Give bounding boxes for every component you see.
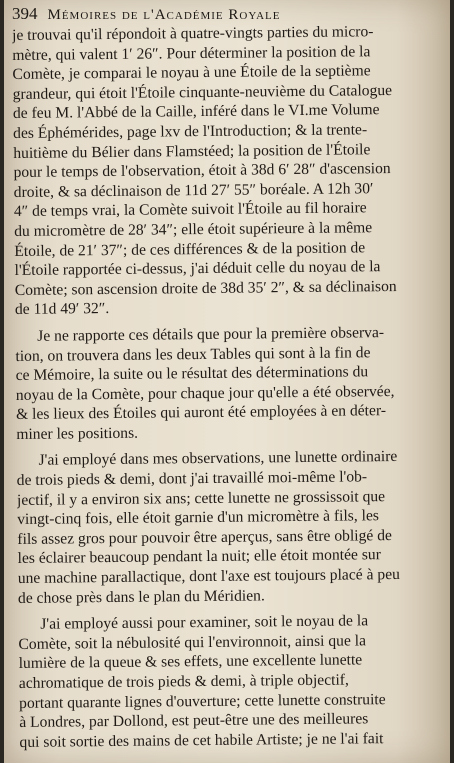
text-line: de trois pieds & demi, dont j'ai travaillé moi-même l'ob- — [16, 468, 368, 490]
text-line: à Londres, par Dollond, est peut-être une des meilleures — [19, 710, 369, 732]
text-line: des Éphémérides, page lxv de l'Introduction; & la trente- — [13, 121, 368, 142]
text-line: portant quarante lignes d'ouverture; cette lunette construite — [19, 690, 386, 712]
paragraph — [12, 21, 450, 319]
text-line: droite, & sa déclinaison de 11d 27′ 55″ boréale. A 12h 30′ — [13, 179, 374, 201]
text-line: les éclairer beaucoup pendant la nuit; elle étoit montée sur — [17, 546, 381, 568]
text-line: l'Étoile rapportée ci-dessus, j'ai déduit celle du noyau de la — [14, 258, 381, 280]
text-line: huitième du Bélier dans Flamstéed; la position de l'Étoile — [13, 140, 371, 162]
text-line: miner les positions. — [16, 424, 139, 443]
text-line: fils assez gros pour pouvoir être aperçus, sans être obligé de — [17, 526, 393, 548]
text-line: Comète; son ascension droite de 38d 35′ 2″, & sa déclinaison — [14, 277, 397, 299]
text-line: une machine parallactique, dont l'axe est toujours placé à peu — [17, 566, 400, 588]
text-line: jectif, il y a environ six ans; cette lunette ne grossissoit que — [16, 487, 386, 509]
text-line: lumière de la queue & ses effets, une excellente lunette — [18, 651, 363, 673]
text-line: grandeur, qui étoit l'Étoile cinquante-neuvième du Catalogue — [12, 81, 393, 103]
text-line: de feu M. l'Abbé de la Caille, inféré dans le VI.me Volume — [12, 101, 380, 123]
text-line: Comète, soit la nébulosité qui l'environnoit, ainsi que la — [18, 632, 367, 653]
text-line: de chose près dans le plan du Méridien. — [17, 587, 265, 607]
text-line: J'ai employé dans mes observations, une lunette ordinaire — [38, 448, 398, 470]
text-line: de 11d 49′ 32″. — [14, 300, 110, 319]
text-line: & les lieux des Étoiles qui auront été employées à en déter- — [15, 402, 387, 424]
text-line: noyau de la Comète, pour chaque jour qu'elle a été observée, — [15, 382, 395, 404]
text-line: Étoile, de 21′ 37″; de ces différences & de la position de — [14, 238, 366, 260]
body-text — [12, 21, 450, 752]
text-line: Je ne rapporte ces détails que pour la première observa- — [37, 324, 385, 345]
book-page — [4, 0, 450, 763]
text-line: du micromètre de 28′ 34″; elle étoit supérieure à la même — [14, 219, 373, 240]
text-line: ce Mémoire, la suite ou le résultat des déterminations du — [15, 363, 369, 385]
running-title: Mémoires de l'Académie Royale — [47, 7, 281, 23]
text-line: tion, on trouvera dans les deux Tables qui sont à la fin de — [15, 343, 371, 365]
paragraph — [18, 611, 450, 753]
page-number: 394 — [12, 4, 38, 23]
text-line: qui soit sortie des mains de cet habile Artiste; je ne l'ai fait — [19, 729, 384, 751]
paragraph — [15, 322, 450, 444]
text-line: pour le temps de l'observation, étoit à 38d 6′ 28″ d'ascension — [13, 160, 391, 182]
paragraph — [16, 447, 450, 608]
text-line: achromatique de trois pieds & demi, à triple objectif, — [18, 671, 349, 692]
text-line: mètre, qui valent 1′ 26″. Pour déterminer la position de la — [12, 42, 371, 64]
text-line: 4″ de temps vrai, la Comète suivoit l'Étoile au fil horaire — [13, 199, 367, 221]
text-line: vingt-cinq fois, elle étoit garnie d'un micromètre à fils, les — [17, 507, 380, 529]
text-line: J'ai employé aussi pour examiner, soit le noyau de la — [40, 612, 369, 633]
text-line: je trouvai qu'il répondoit à quatre-vingts parties du micro- — [12, 23, 374, 44]
text-line: Comète, je comparai le noyau à une Étoile de la septième — [12, 62, 371, 84]
